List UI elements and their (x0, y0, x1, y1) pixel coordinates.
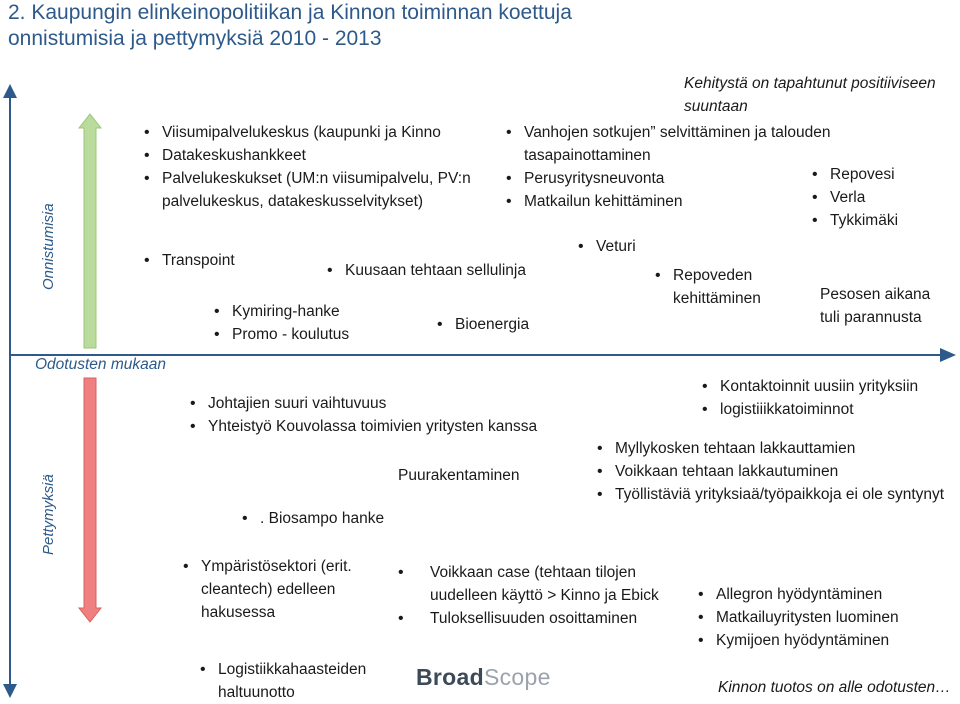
list-item-continuation-text: tasapainottaminen (524, 147, 651, 164)
list-item: • Veturi (576, 235, 636, 258)
list-item-continuation-text: kehittäminen (673, 290, 761, 307)
list-item: • Datakeskushankkeet (142, 144, 471, 167)
list-item-continuation (181, 578, 352, 601)
list-item: • Työllistäviä yrityksiaä/työpaikkoja ei ole syntynyt (595, 483, 944, 506)
list-item-continuation (142, 190, 471, 213)
list-item-continuation-text: haltuunotto (218, 684, 295, 701)
disappointment-group-4 (595, 437, 944, 506)
pesonen-note-line-2: tuli parannusta (820, 309, 922, 326)
horizontal-axis-arrow (940, 348, 956, 362)
disappointment-group-6 (396, 561, 659, 630)
list-item: • Bioenergia (435, 313, 529, 336)
success-group-4 (212, 300, 349, 346)
disappointment-group-5 (181, 555, 352, 624)
list-item: • Matkailuyritysten luominen (696, 606, 899, 629)
logo-part-1: Broad (416, 664, 484, 690)
list-item-continuation-text: uudelleen käyttö > Kinno ja Ebick (430, 587, 659, 604)
list-item: • Voikkaan tehtaan lakkautuminen (595, 460, 944, 483)
list-item: • Palvelukeskukset (UM:n viisumipalvelu, PV:n (142, 167, 471, 190)
list-item: • Johtajien suuri vaihtuvuus (188, 392, 537, 415)
list-item-continuation-text: cleantech) edelleen (201, 581, 336, 598)
vertical-axis-arrow-bottom (3, 684, 17, 698)
list-item: • Tykkimäki (810, 209, 898, 232)
success-arrow-icon (79, 114, 101, 348)
title-line-1: 2. Kaupungin elinkeinopolitiikan ja Kinnon toiminnan koettuja (8, 1, 572, 24)
success-group-9 (653, 264, 761, 310)
broadscope-logo (416, 664, 551, 691)
list-item-continuation (504, 144, 830, 167)
list-item: • Kymiring-hanke (212, 300, 349, 323)
logo-part-2: Scope (483, 664, 551, 690)
list-item: • Logistiikkahaasteiden (198, 658, 366, 681)
list-item: • Allegron hyödyntäminen (696, 583, 899, 606)
list-item: • Tuloksellisuuden osoittaminen (396, 607, 659, 630)
disappointment-group-2 (240, 507, 384, 530)
list-item: • Ympäristösektori (erit. (181, 555, 352, 578)
list-item: • Repoveden (653, 264, 761, 287)
disappointment-arrow-icon (79, 378, 101, 622)
success-group-8 (576, 235, 636, 258)
list-item: • . Biosampo hanke (240, 507, 384, 530)
list-item-continuation (181, 601, 352, 624)
list-item: • Voikkaan case (tehtaan tilojen (396, 561, 659, 584)
success-group-2 (142, 249, 235, 272)
title-line-2: onnistumisia ja pettymyksiä 2010 - 2013 (8, 27, 382, 50)
expected-axis-label: Odotusten mukaan (35, 356, 166, 373)
disappointment-axis-label: Pettymyksiä (40, 474, 57, 555)
list-item: • Perusyritysneuvonta (504, 167, 830, 190)
success-axis-label: Onnistumisia (40, 203, 57, 290)
list-item: • Yhteistyö Kouvolassa toimivien yritysten kanssa (188, 415, 537, 438)
list-item: • Kontaktoinnit uusiin yrityksiin (700, 375, 918, 398)
development-note (684, 72, 954, 118)
pesonen-note-line-1: Pesosen aikana (820, 286, 931, 303)
list-item: • Matkailun kehittäminen (504, 190, 830, 213)
pesonen-note (820, 283, 930, 329)
list-item: • Vanhojen sotkujen” selvittäminen ja talouden (504, 121, 830, 144)
list-item: • Myllykosken tehtaan lakkauttamien (595, 437, 944, 460)
list-item-continuation-text: hakusessa (201, 604, 276, 621)
success-group-3 (325, 259, 526, 282)
list-item-continuation-text: palvelukeskus, datakeskusselvitykset) (162, 193, 424, 210)
list-item: • Viisumipalvelukeskus (kaupunki ja Kinno (142, 121, 471, 144)
disappointment-group-7 (696, 583, 899, 652)
closing-note: Kinnon tuotos on alle odotusten… (718, 679, 951, 696)
puurakentaminen-label: Puurakentaminen (398, 467, 520, 484)
list-item: • logistiiikkatoiminnot (700, 398, 918, 421)
disappointment-group-8 (198, 658, 366, 704)
success-group-5 (435, 313, 529, 336)
list-item: • Verla (810, 186, 898, 209)
list-item: • Kuusaan tehtaan sellulinja (325, 259, 526, 282)
success-group-7 (810, 163, 898, 232)
list-item: • Transpoint (142, 249, 235, 272)
development-note-text: Kehitystä on tapahtunut positiiviseen suuntaan (684, 75, 936, 115)
success-group-1 (142, 121, 471, 213)
disappointment-group-1 (188, 392, 537, 438)
disappointment-group-3 (700, 375, 918, 421)
list-item-continuation (198, 681, 366, 704)
list-item-continuation (396, 584, 659, 607)
list-item-continuation (653, 287, 761, 310)
list-item: • Kymijoen hyödyntäminen (696, 629, 899, 652)
list-item: • Repovesi (810, 163, 898, 186)
vertical-axis-arrow-top (3, 84, 17, 98)
list-item: • Promo - koulutus (212, 323, 349, 346)
success-group-6 (504, 121, 830, 213)
